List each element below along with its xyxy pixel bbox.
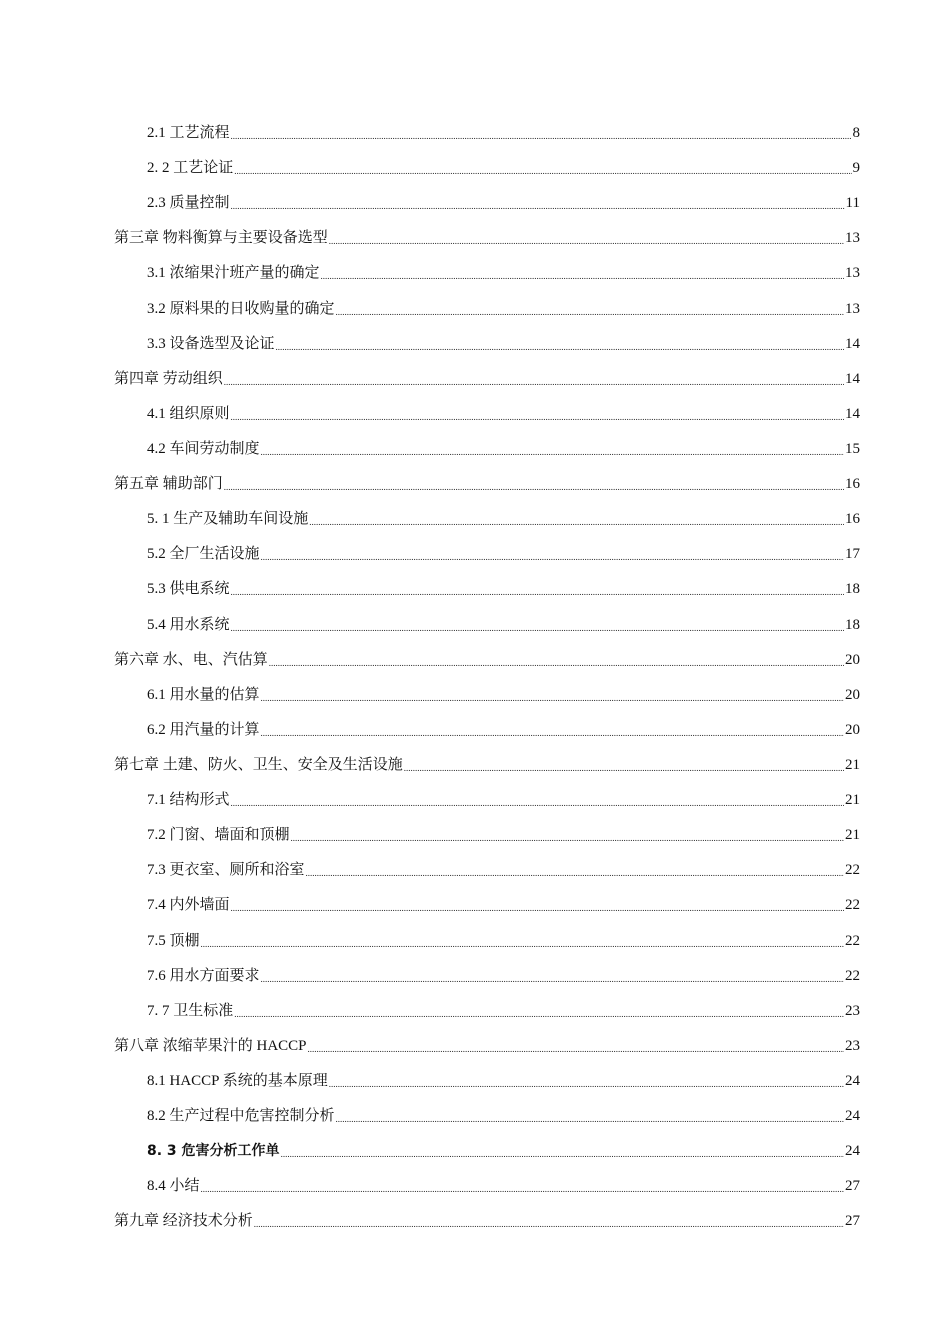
toc-dot-leader: [201, 1170, 844, 1205]
toc-entry-label: 5. 1 生产及辅助车间设施: [147, 511, 309, 528]
toc-entry-label: 6.2 用汽量的计算: [147, 721, 260, 738]
toc-page-number: 17: [845, 546, 860, 563]
toc-section-entry[interactable]: [114, 1134, 860, 1169]
toc-dot-leader: [231, 784, 844, 819]
toc-chapter-entry[interactable]: [114, 221, 860, 256]
toc-entry-label: 5.2 全厂生活设施: [147, 546, 260, 563]
toc-section-entry[interactable]: [114, 537, 860, 572]
toc-dot-leader: [261, 538, 844, 573]
toc-dot-leader: [231, 187, 845, 222]
toc-entry-label: 8.1 HACCP 系统的基本原理: [147, 1072, 328, 1089]
toc-entry-label: 5.4 用水系统: [147, 616, 230, 633]
toc-entry-label: 3.3 设备选型及论证: [147, 335, 275, 352]
toc-page-number: 21: [845, 756, 860, 773]
toc-dot-leader: [231, 573, 844, 608]
toc-section-entry[interactable]: [114, 256, 860, 291]
toc-page-number: 18: [845, 581, 860, 598]
toc-entry-label: 7.6 用水方面要求: [147, 967, 260, 984]
toc-page-number: 11: [845, 195, 860, 212]
toc-dot-leader: [261, 433, 844, 468]
toc-entry-label: 6.1 用水量的估算: [147, 686, 260, 703]
toc-dot-leader: [234, 152, 851, 187]
toc-section-entry[interactable]: [114, 151, 860, 186]
toc-section-entry[interactable]: [114, 783, 860, 818]
toc-entry-label: 第三章 物料衡算与主要设备选型: [114, 230, 328, 247]
toc-page-number: 27: [845, 1178, 860, 1195]
toc-dot-leader: [291, 819, 844, 854]
toc-dot-leader: [231, 398, 844, 433]
toc-entry-label: 8. 3 危害分析工作单: [147, 1143, 280, 1160]
toc-entry-label: 7.4 内外墙面: [147, 897, 230, 914]
toc-entry-label: 3.2 原料果的日收购量的确定: [147, 300, 335, 317]
toc-dot-leader: [308, 1030, 844, 1065]
toc-section-entry[interactable]: [114, 959, 860, 994]
toc-entry-label: 8.2 生产过程中危害控制分析: [147, 1108, 335, 1125]
toc-dot-leader: [201, 925, 844, 960]
toc-entry-label: 3.1 浓缩果汁班产量的确定: [147, 265, 320, 282]
toc-dot-leader: [261, 679, 844, 714]
toc-dot-leader: [336, 1100, 844, 1135]
toc-entry-label: 第六章 水、电、汽估算: [114, 651, 268, 668]
toc-dot-leader: [276, 328, 844, 363]
toc-entry-label: 第四章 劳动组织: [114, 370, 223, 387]
toc-entry-label: 7.2 门窗、墙面和顶棚: [147, 827, 290, 844]
toc-chapter-entry[interactable]: [114, 748, 860, 783]
toc-section-entry[interactable]: [114, 116, 860, 151]
toc-chapter-entry[interactable]: [114, 362, 860, 397]
toc-dot-leader: [309, 503, 844, 538]
toc-entry-label: 2.1 工艺流程: [147, 125, 230, 141]
toc-dot-leader: [281, 1135, 844, 1170]
toc-page-number: 13: [845, 230, 860, 247]
toc-dot-leader: [231, 889, 844, 924]
toc-page-number: 24: [845, 1072, 860, 1089]
toc-section-entry[interactable]: [114, 678, 860, 713]
toc-section-entry[interactable]: [114, 1099, 860, 1134]
toc-section-entry[interactable]: [114, 924, 860, 959]
toc-dot-leader: [336, 293, 844, 328]
toc-page-number: 24: [845, 1143, 860, 1160]
toc-dot-leader: [231, 117, 852, 152]
toc-page-number: 16: [845, 511, 860, 528]
toc-dot-leader: [329, 1065, 844, 1100]
toc-page-number: 22: [845, 862, 860, 879]
toc-page-number: 21: [845, 827, 860, 844]
toc-dot-leader: [321, 257, 844, 292]
toc-page-number: 13: [845, 265, 860, 282]
toc-section-entry[interactable]: [114, 713, 860, 748]
toc-chapter-entry[interactable]: [114, 1029, 860, 1064]
toc-entry-label: 4.2 车间劳动制度: [147, 440, 260, 457]
toc-page-number: 9: [852, 160, 860, 177]
toc-section-entry[interactable]: [114, 1169, 860, 1204]
toc-page-number: 22: [845, 897, 860, 914]
toc-page-number: 23: [845, 1037, 860, 1054]
toc-page-number: 22: [845, 932, 860, 949]
toc-page-number: 14: [845, 405, 860, 422]
toc-page-number: 27: [845, 1213, 860, 1230]
toc-page-number: 23: [845, 1002, 860, 1019]
toc-dot-leader: [261, 714, 844, 749]
toc-dot-leader: [231, 609, 844, 644]
toc-section-entry[interactable]: [114, 853, 860, 888]
toc-entry-label: 5.3 供电系统: [147, 581, 230, 598]
toc-entry-label: 7. 7 卫生标准: [147, 1002, 234, 1019]
toc-section-entry[interactable]: [114, 608, 860, 643]
toc-dot-leader: [306, 854, 844, 889]
toc-entry-label: 8.4 小结: [147, 1178, 200, 1195]
toc-entry-label: 7.5 顶棚: [147, 932, 200, 949]
toc-dot-leader: [254, 1205, 844, 1240]
toc-section-entry[interactable]: [114, 327, 860, 362]
toc-page-number: 22: [845, 967, 860, 984]
toc-section-entry[interactable]: [114, 186, 860, 221]
toc-chapter-entry[interactable]: [114, 1204, 860, 1239]
toc-page-number: 24: [845, 1108, 860, 1125]
toc-section-entry[interactable]: [114, 397, 860, 432]
toc-page-number: 20: [845, 651, 860, 668]
toc-page-number: 20: [845, 721, 860, 738]
toc-section-entry[interactable]: [114, 888, 860, 923]
toc-page-number: 13: [845, 300, 860, 317]
toc-section-entry[interactable]: [114, 572, 860, 607]
toc-dot-leader: [269, 644, 844, 679]
toc-entry-label: 第七章 土建、防火、卫生、安全及生活设施: [114, 756, 403, 773]
toc-section-entry[interactable]: [114, 502, 860, 537]
table-of-contents: [114, 116, 860, 1240]
toc-entry-label: 4.1 组织原则: [147, 405, 230, 422]
toc-chapter-entry[interactable]: [114, 467, 860, 502]
toc-entry-label: 7.1 结构形式: [147, 792, 230, 809]
toc-entry-label: 2.3 质量控制: [147, 195, 230, 212]
toc-entry-label: 7.3 更衣室、厕所和浴室: [147, 862, 305, 879]
toc-entry-label: 2. 2 工艺论证: [147, 160, 234, 177]
toc-page-number: 14: [845, 370, 860, 387]
toc-page-number: 16: [845, 476, 860, 493]
toc-dot-leader: [234, 995, 844, 1030]
toc-page-number: 8: [852, 125, 860, 141]
toc-dot-leader: [329, 222, 844, 257]
toc-dot-leader: [224, 363, 844, 398]
toc-section-entry[interactable]: [114, 1064, 860, 1099]
toc-page-number: 15: [845, 440, 860, 457]
toc-entry-label: 第八章 浓缩苹果汁的 HACCP: [114, 1037, 307, 1054]
toc-dot-leader: [261, 960, 844, 995]
toc-page-number: 20: [845, 686, 860, 703]
toc-page-number: 18: [845, 616, 860, 633]
toc-chapter-entry[interactable]: [114, 643, 860, 678]
toc-entry-label: 第九章 经济技术分析: [114, 1213, 253, 1230]
toc-dot-leader: [224, 468, 844, 503]
toc-section-entry[interactable]: [114, 994, 860, 1029]
toc-dot-leader: [404, 749, 844, 784]
toc-page-number: 14: [845, 335, 860, 352]
toc-section-entry[interactable]: [114, 292, 860, 327]
toc-entry-label: 第五章 辅助部门: [114, 476, 223, 493]
toc-section-entry[interactable]: [114, 432, 860, 467]
toc-section-entry[interactable]: [114, 818, 860, 853]
toc-page-number: 21: [845, 792, 860, 809]
